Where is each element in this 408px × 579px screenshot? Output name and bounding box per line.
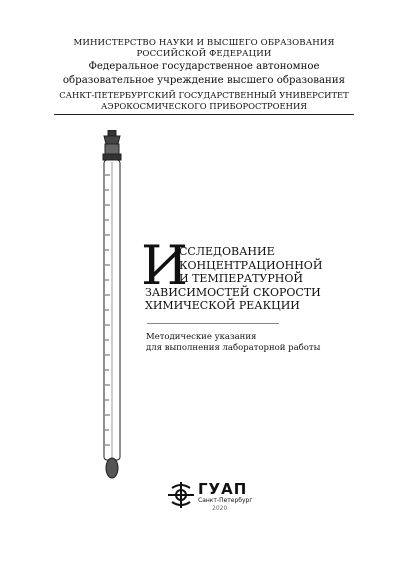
- subtitle-line-2: для выполнения лабораторной работы: [146, 343, 321, 353]
- header-divider: [54, 114, 354, 115]
- title-block: [141, 234, 365, 313]
- title-line-5: ХИМИЧЕСКОЙ РЕАКЦИИ: [145, 299, 300, 312]
- institution-line-2: образовательное учреждение высшего образования: [62, 74, 346, 86]
- subtitle: [146, 332, 320, 354]
- logo-name: ГУАП: [198, 480, 248, 498]
- institution-line-1: Федеральное государственное автономное: [88, 61, 320, 72]
- title-line-3: И ТЕМПЕРАТУРНОЙ: [179, 272, 303, 285]
- title-dropcap: И: [141, 234, 189, 297]
- ministry-line-1: МИНИСТЕРСТВО НАУКИ И ВЫСШЕГО ОБРАЗОВАНИЯ: [73, 38, 335, 48]
- ministry-line-2: РОССИЙСКОЙ ФЕДЕРАЦИИ: [136, 49, 272, 59]
- subtitle-line-1: Методические указания: [146, 332, 257, 342]
- title-line-1: ССЛЕДОВАНИЕ: [179, 245, 275, 258]
- logo-city: Санкт-Петербург: [198, 497, 253, 504]
- university-line-2: АЭРОКОСМИЧЕСКОГО ПРИБОРОСТРОЕНИЯ: [100, 100, 308, 111]
- thermometer-icon: [92, 130, 132, 480]
- title-line-4: ЗАВИСИМОСТЕЙ СКОРОСТИ: [145, 285, 321, 299]
- guap-emblem-icon: [166, 480, 196, 510]
- subtitle-divider: [147, 323, 279, 324]
- logo-year: 2020: [212, 505, 228, 512]
- title-line-2: КОНЦЕНТРАЦИОННОЙ: [179, 258, 323, 272]
- university-line-1: САНКТ-ПЕТЕРБУРГСКИЙ ГОСУДАРСТВЕННЫЙ УНИВЕРСИТЕТ: [59, 90, 349, 100]
- header: [0, 38, 408, 111]
